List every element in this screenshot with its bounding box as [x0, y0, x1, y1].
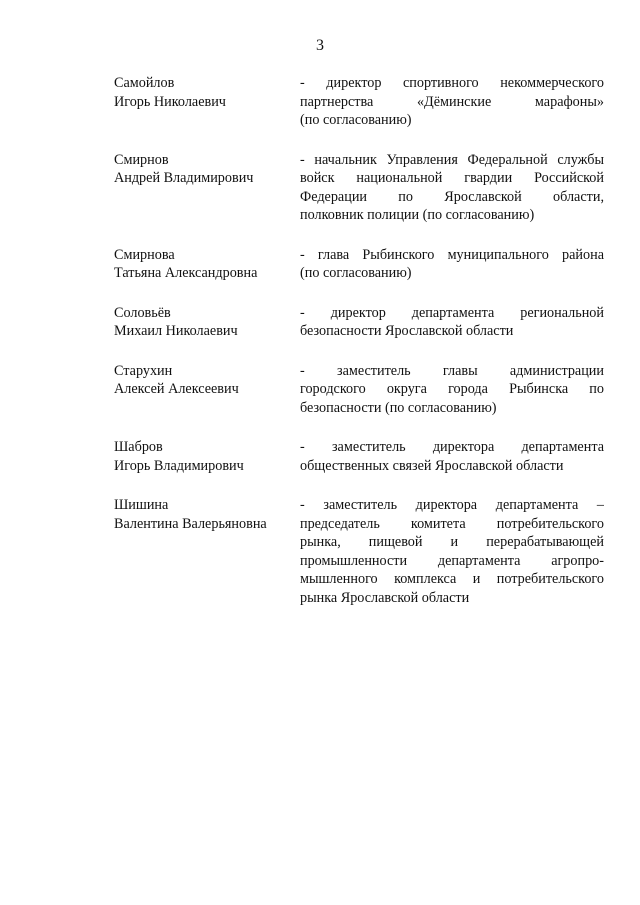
- member-position: [300, 362, 604, 418]
- member-given-names: Алексей Алексеевич: [114, 381, 239, 397]
- member-position: [300, 246, 604, 283]
- member-position: [300, 496, 604, 607]
- position-line: - заместитель директора департамента: [300, 439, 604, 455]
- member-position: [300, 151, 604, 225]
- member-entry: [114, 74, 604, 130]
- member-surname: Шишина: [114, 497, 169, 513]
- member-surname: Шабров: [114, 439, 163, 455]
- member-name: [114, 362, 300, 418]
- member-given-names: Валентина Валерьяновна: [114, 515, 267, 532]
- member-surname: Смирнов: [114, 151, 169, 168]
- position-line: (по согласованию): [300, 112, 412, 128]
- position-line: - заместитель главы администрации: [300, 362, 604, 379]
- position-line: - глава Рыбинского муниципального района: [300, 246, 604, 263]
- member-position: [300, 304, 604, 341]
- position-line: безопасности Ярославской области: [300, 323, 514, 339]
- member-name: [114, 246, 300, 283]
- position-line: (по согласованию): [300, 265, 412, 281]
- member-entry: [114, 362, 604, 418]
- position-line: председатель комитета потребительского: [300, 515, 604, 532]
- member-given-names: Игорь Владимирович: [114, 457, 244, 474]
- member-surname: Соловьёв: [114, 304, 171, 321]
- member-surname: Старухин: [114, 362, 173, 379]
- position-line: партнерства «Дёминские марафоны»: [300, 93, 604, 110]
- member-position: [300, 438, 604, 475]
- member-name: [114, 304, 300, 341]
- position-line: войск национальной гвардии Российской: [300, 170, 604, 186]
- position-line: мышленного комплекса и потребительского: [300, 571, 604, 587]
- position-line: полковник полиции (по согласованию): [300, 207, 535, 223]
- member-name: [114, 438, 300, 475]
- position-line: безопасности (по согласованию): [300, 399, 497, 416]
- member-entry: [114, 151, 604, 225]
- member-name: [114, 151, 300, 225]
- member-given-names: Михаил Николаевич: [114, 323, 238, 339]
- position-line: рынка, пищевой и перерабатывающей: [300, 534, 604, 550]
- position-line: городского округа города Рыбинска по: [300, 381, 604, 397]
- member-entry: [114, 246, 604, 283]
- members-list: [114, 74, 604, 628]
- member-surname: Смирнова: [114, 246, 175, 263]
- member-given-names: Татьяна Александровна: [114, 265, 258, 281]
- position-line: - директор департамента региональной: [300, 304, 604, 321]
- member-name: [114, 496, 300, 607]
- member-given-names: Игорь Николаевич: [114, 93, 226, 110]
- member-entry: [114, 496, 604, 607]
- member-entry: [114, 438, 604, 475]
- position-line: Федерации по Ярославской области,: [300, 188, 604, 205]
- page-number: 3: [316, 37, 324, 54]
- position-line: рынка Ярославской области: [300, 589, 470, 606]
- member-name: [114, 74, 300, 130]
- position-line: общественных связей Ярославской области: [300, 457, 564, 474]
- member-surname: Самойлов: [114, 75, 175, 91]
- member-entry: [114, 304, 604, 341]
- position-line: - начальник Управления Федеральной службы: [300, 151, 604, 168]
- position-line: - заместитель директора департамента –: [300, 497, 604, 513]
- member-given-names: Андрей Владимирович: [114, 170, 254, 186]
- position-line: промышленности департамента агропро-: [300, 552, 604, 569]
- member-position: [300, 74, 604, 130]
- position-line: - директор спортивного некоммерческого: [300, 75, 604, 91]
